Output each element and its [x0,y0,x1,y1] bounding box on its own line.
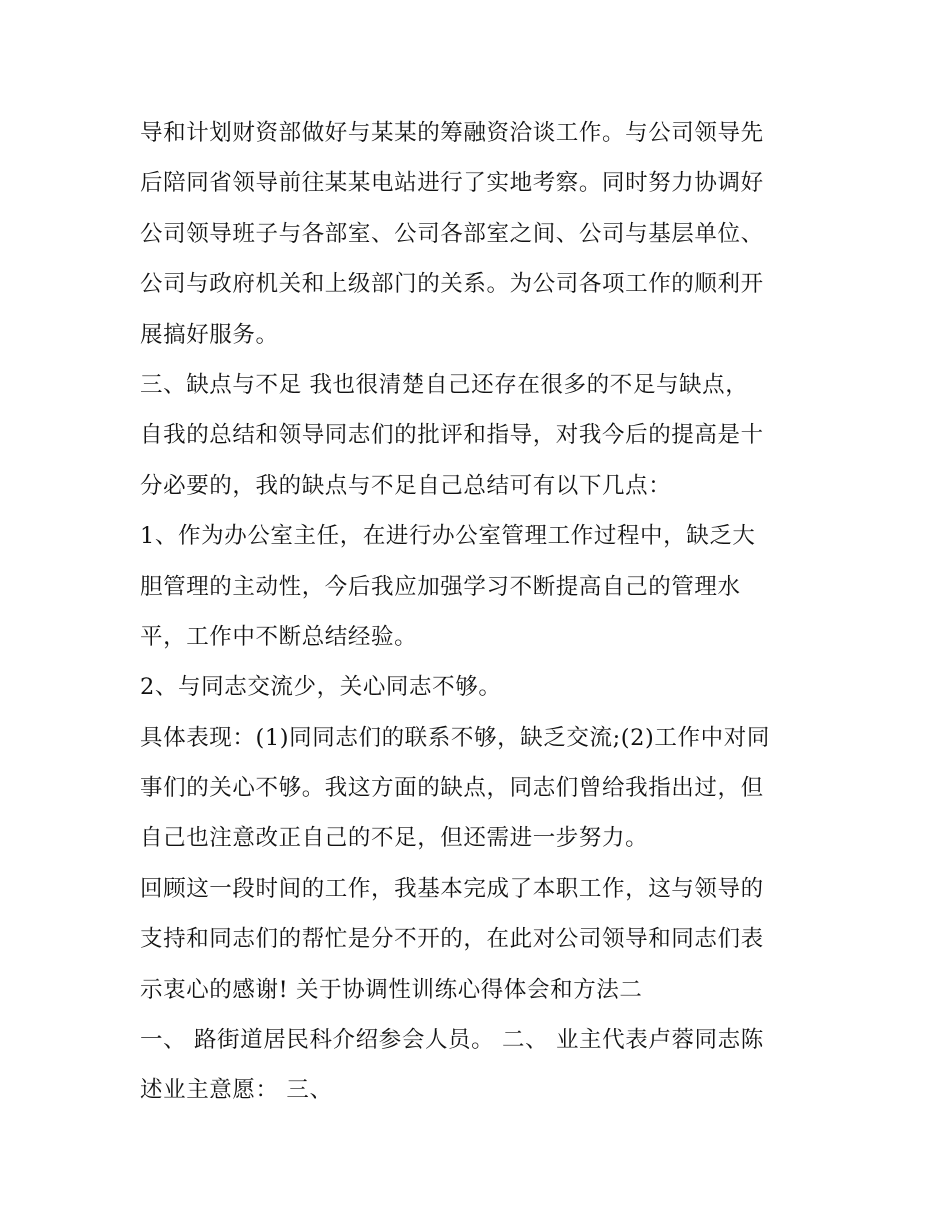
text-line: 示衷心的感谢! 关于协调性训练心得体会和方法二 [140,976,643,1003]
text-line: 后陪同省领导前往某某电站进行了实地考察。同时努力协调好 [140,170,764,197]
text-line: 自我的总结和领导同志们的批评和指导，对我今后的提高是十 [140,422,764,449]
text-line: 公司与政府机关和上级部门的关系。为公司各项工作的顺利开 [140,271,764,298]
text-line: 展搞好服务。 [140,321,279,348]
text-line: 自己也注意改正自己的不足，但还需进一步努力。 [140,825,649,852]
text-line: 一、 路街道居民科介绍参会人员。 二、 业主代表卢蓉同志陈 [140,1027,764,1054]
document-body [140,108,820,1116]
text-line: 导和计划财资部做好与某某的筹融资洽谈工作。与公司领导先 [140,120,764,146]
text-line: 支持和同志们的帮忙是分不开的，在此对公司领导和同志们表 [140,926,764,953]
text-line: 述业主意愿： 三、 [140,1077,333,1104]
section-heading-line: 三、缺点与不足 我也很清楚自己还存在很多的不足与缺点， [140,371,749,398]
text-line: 分必要的，我的缺点与不足自己总结可有以下几点： [140,472,672,499]
text-line: 回顾这一段时间的工作，我基本完成了本职工作，这与领导的 [140,875,764,902]
text-line: 事们的关心不够。我这方面的缺点，同志们曾给我指出过，但 [140,775,764,802]
text-line: 平，工作中不断总结经验。 [140,623,418,650]
text-line: 具体表现：(1)同同志们的联系不够，缺乏交流;(2)工作中对同 [140,724,770,751]
list-item-2-line: 2、与同志交流少，关心同志不够。 [140,674,502,701]
text-line: 公司领导班子与各部室、公司各部室之间、公司与基层单位、 [140,220,764,247]
text-line: 胆管理的主动性，今后我应加强学习不断提高自己的管理水 [140,573,741,600]
list-item-1-line: 1、作为办公室主任，在进行办公室管理工作过程中，缺乏大 [140,523,756,550]
